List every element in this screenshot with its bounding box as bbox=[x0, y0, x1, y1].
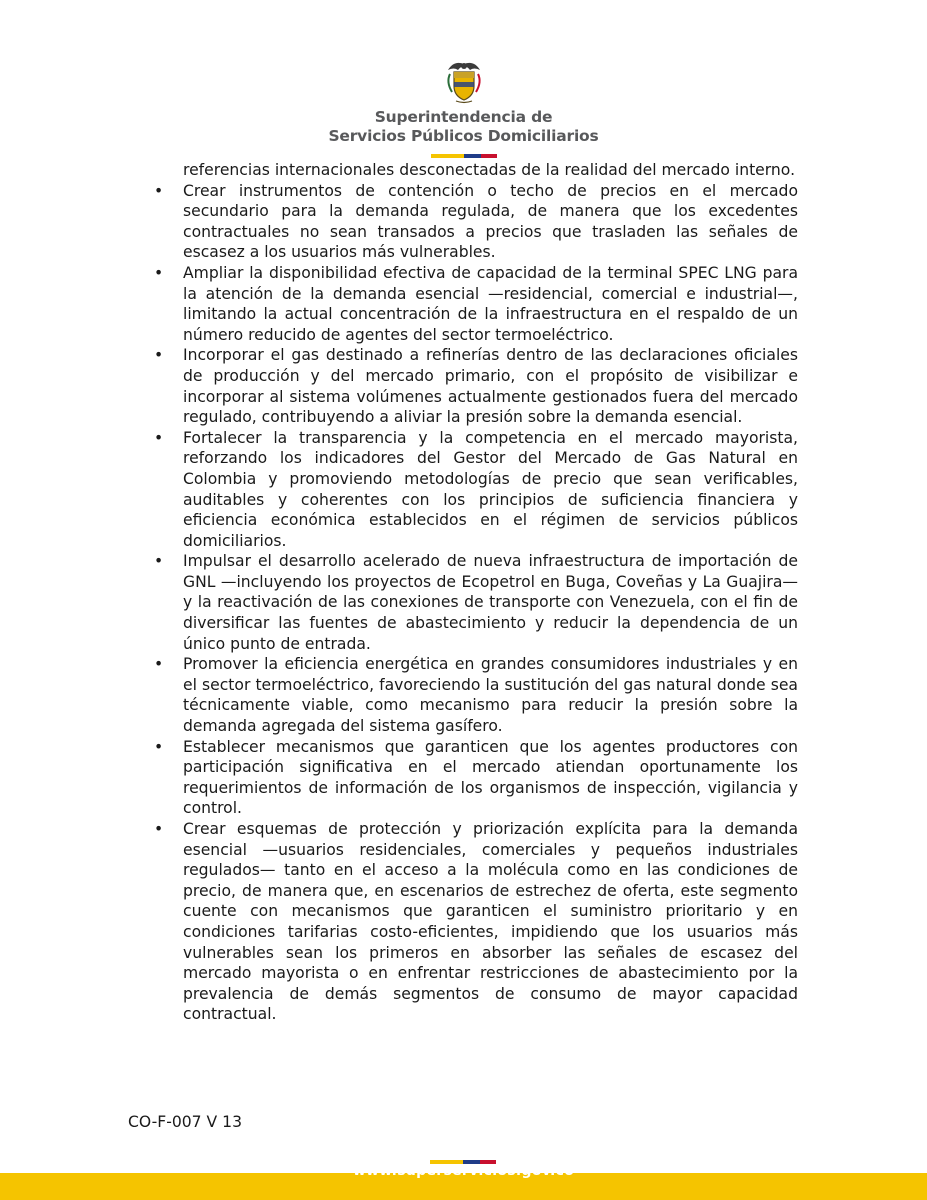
organization-name bbox=[0, 108, 927, 146]
list-item bbox=[150, 345, 798, 427]
bullet-icon: • bbox=[154, 655, 164, 674]
list-item bbox=[150, 737, 798, 819]
list-item-text: Promover la eficiencia energética en grandes consumidores industriales y en el sector termoeléctrico, favoreciendo la sustitución del gas natural donde sea técnicamente viable, como mecanismo para reducir la presión sobre la demanda agregada del sistema gasífero. bbox=[183, 655, 798, 736]
bullet-icon: • bbox=[154, 552, 164, 571]
list-item bbox=[150, 654, 798, 736]
flag-stripe-yellow bbox=[431, 154, 464, 158]
organization-name-line-1: Superintendencia de bbox=[374, 108, 553, 126]
list-item-text: Incorporar el gas destinado a refinerías dentro de las declaraciones oficiales de producción y del mercado primario, con el propósito de visibilizar e incorporar al sistema volúmenes actualmente gestionados fuera del mercado regulado, contribuyendo a aliviar la presión sobre la demanda esencial. bbox=[183, 346, 798, 427]
bullet-icon: • bbox=[154, 737, 164, 756]
bullet-icon: • bbox=[154, 346, 164, 365]
list-item-text: Fortalecer la transparencia y la competencia en el mercado mayorista, reforzando los indicadores del Gestor del Mercado de Gas Natural en Colombia y promoviendo metodologías de precio que sean verificables, auditables y coherentes con los principios de suficiencia financiera y eficiencia económica establecidos en el régimen de servicios públicos domiciliarios. bbox=[183, 428, 798, 550]
list-item bbox=[150, 263, 798, 345]
bullet-icon: • bbox=[154, 820, 164, 838]
list-item-text: Impulsar el desarrollo acelerado de nueva infraestructura de importación de GNL —incluyendo los proyectos de Ecopetrol en Buga, Coveñas y La Guajira— y la reactivación de las conexiones de transporte con Venezuela, con el fin de diversificar las fuentes de abastecimiento y reducir la dependencia de un único punto de entrada. bbox=[183, 552, 798, 653]
list-item-text: Ampliar la disponibilidad efectiva de capacidad de la terminal SPEC LNG para la atención de la demanda esencial —residencial, comercial e industrial—, limitando la actual concentración de la infraestructura en el respaldo de un número reducido de agentes del sector termoeléctrico. bbox=[183, 263, 798, 344]
list-item bbox=[150, 428, 798, 552]
form-code: CO-F-007 V 13 bbox=[128, 1113, 243, 1131]
document-body bbox=[150, 160, 798, 1025]
list-item-text: Crear esquemas de protección y priorización explícita para la demanda esencial —usuarios residenciales, comerciales y pequeños industriales regulados— tanto en el acceso a la molécula como en las condiciones de precio, de manera que, en escenarios de estrechez de oferta, este segmento cuente con mecanismos que garanticen el suministro prioritario y en condiciones tarifarias costo-eficientes, impidiendo que los usuarios más vulnerables sean los primeros en absorber las señales de escasez del mercado mayorista o en enfrentar restricciones de abastecimiento por la prevalencia de demás segmentos de consumo de mayor capacidad contractual. bbox=[183, 820, 798, 1024]
flag-stripe-red bbox=[481, 154, 497, 158]
list-item bbox=[150, 551, 798, 654]
colombia-flag-stripe bbox=[431, 154, 497, 158]
bullet-icon: • bbox=[154, 181, 164, 200]
list-item bbox=[150, 181, 798, 263]
continuation-paragraph: referencias internacionales desconectadas de la realidad del mercado interno. bbox=[183, 161, 796, 179]
bullet-icon: • bbox=[154, 428, 164, 447]
bullet-icon: • bbox=[154, 263, 164, 282]
recommendation-list bbox=[150, 181, 798, 1025]
website-link[interactable]: www.superservicios.gov.co bbox=[352, 1163, 575, 1179]
page-header bbox=[0, 58, 927, 158]
coat-of-arms-icon bbox=[444, 58, 484, 104]
list-item-text: Crear instrumentos de contención o techo de precios en el mercado secundario para la demanda regulada, de manera que los excedentes contractuales no sean transados a precios que trasladen las señales de escasez a los usuarios más vulnerables. bbox=[183, 181, 798, 262]
flag-stripe-blue bbox=[464, 154, 481, 158]
organization-name-line-2: Servicios Públicos Domiciliarios bbox=[328, 127, 599, 145]
list-item-text: Establecer mecanismos que garanticen que los agentes productores con participación significativa en el mercado atiendan oportunamente los requerimientos de información de los organismos de inspección, vigilancia y control. bbox=[183, 737, 798, 818]
list-item bbox=[150, 819, 798, 1025]
